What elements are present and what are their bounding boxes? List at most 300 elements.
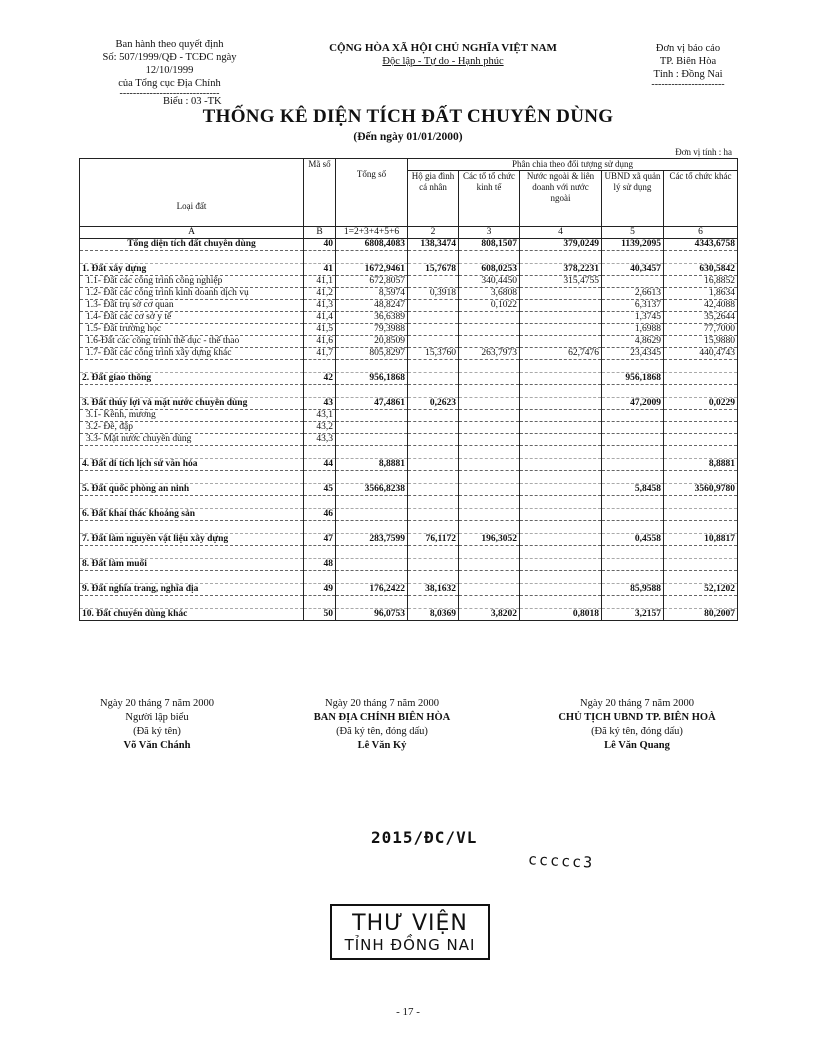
empty-cell bbox=[408, 251, 459, 264]
value-cell: 80,2007 bbox=[664, 609, 738, 621]
empty-cell bbox=[602, 251, 664, 264]
divider: ------------------------------ bbox=[119, 88, 220, 99]
total-cell: 36,6389 bbox=[336, 312, 408, 324]
code-cell: 43,1 bbox=[304, 410, 336, 422]
empty-cell bbox=[520, 546, 602, 559]
col-label: B bbox=[304, 227, 336, 239]
code-cell: 42 bbox=[304, 373, 336, 385]
reporting-province: Tỉnh : Đồng Nai bbox=[653, 69, 723, 80]
land-type-cell: 1.5- Đất trường học bbox=[80, 324, 304, 336]
land-type-cell: 10. Đất chuyên dùng khác bbox=[80, 609, 304, 621]
land-type-cell: 1.6-Đất các công trình thể dục - thể thao bbox=[80, 336, 304, 348]
value-cell bbox=[520, 410, 602, 422]
signature-role: CHỦ TỊCH UBND TP. BIÊN HOÀ bbox=[558, 712, 716, 723]
code-cell: 45 bbox=[304, 484, 336, 496]
value-cell bbox=[408, 434, 459, 446]
empty-cell bbox=[80, 496, 304, 509]
value-cell: 0,0229 bbox=[664, 398, 738, 410]
table-row bbox=[80, 422, 738, 434]
value-cell bbox=[408, 559, 459, 571]
empty-cell bbox=[459, 360, 520, 373]
value-cell bbox=[459, 398, 520, 410]
empty-cell bbox=[336, 446, 408, 459]
reporting-city: TP. Biên Hòa bbox=[659, 56, 717, 67]
empty-cell bbox=[520, 496, 602, 509]
empty-cell bbox=[459, 521, 520, 534]
empty-cell bbox=[664, 446, 738, 459]
value-cell: 956,1868 bbox=[602, 373, 664, 385]
empty-cell bbox=[520, 471, 602, 484]
value-cell: 263,7973 bbox=[459, 348, 520, 360]
empty-cell bbox=[664, 596, 738, 609]
value-cell bbox=[408, 336, 459, 348]
column-label-row bbox=[80, 227, 738, 239]
value-cell bbox=[664, 509, 738, 521]
value-cell bbox=[459, 410, 520, 422]
signature-date: Ngày 20 tháng 7 năm 2000 bbox=[579, 698, 695, 709]
page-title: THỐNG KÊ DIỆN TÍCH ĐẤT CHUYÊN DÙNG bbox=[202, 106, 614, 127]
total-cell: 1672,9461 bbox=[336, 264, 408, 276]
signature-chairman bbox=[532, 697, 742, 753]
value-cell: 62,7476 bbox=[520, 348, 602, 360]
value-cell bbox=[520, 324, 602, 336]
value-cell: 0,8018 bbox=[520, 609, 602, 621]
value-cell bbox=[459, 312, 520, 324]
code-cell: 43,3 bbox=[304, 434, 336, 446]
value-cell: 4,8629 bbox=[602, 336, 664, 348]
value-cell: 42,4088 bbox=[664, 300, 738, 312]
land-type-cell: 4. Đất di tích lịch sử văn hóa bbox=[80, 459, 304, 471]
value-cell: 3,6808 bbox=[459, 288, 520, 300]
issuing-line-2: Số: 507/1999/QĐ - TCĐC ngày 12/10/1999 bbox=[102, 52, 237, 76]
land-type-cell: 2. Đất giao thông bbox=[80, 373, 304, 385]
signature-date: Ngày 20 tháng 7 năm 2000 bbox=[99, 698, 215, 709]
code-cell: 46 bbox=[304, 509, 336, 521]
empty-cell bbox=[336, 596, 408, 609]
value-cell: 0,3918 bbox=[408, 288, 459, 300]
empty-cell bbox=[602, 360, 664, 373]
code-cell: 43,2 bbox=[304, 422, 336, 434]
table-row bbox=[80, 288, 738, 300]
empty-cell bbox=[408, 521, 459, 534]
empty-cell bbox=[80, 546, 304, 559]
value-cell bbox=[408, 459, 459, 471]
table-row bbox=[80, 312, 738, 324]
value-cell bbox=[520, 300, 602, 312]
col-label: 5 bbox=[602, 227, 664, 239]
empty-cell bbox=[459, 446, 520, 459]
spacer-row bbox=[80, 251, 738, 264]
empty-cell bbox=[459, 471, 520, 484]
total-cell: 3566,8238 bbox=[336, 484, 408, 496]
code-cell: 47 bbox=[304, 534, 336, 546]
land-type-cell: 3. Đất thủy lợi và mặt nước chuyên dùng bbox=[80, 398, 304, 410]
value-cell: 0,2623 bbox=[408, 398, 459, 410]
empty-cell bbox=[664, 546, 738, 559]
empty-cell bbox=[602, 471, 664, 484]
land-type-cell: 1.4- Đất các cơ sở y tế bbox=[80, 312, 304, 324]
land-type-cell: 1. Đất xây dựng bbox=[80, 264, 304, 276]
empty-cell bbox=[304, 471, 336, 484]
empty-cell bbox=[408, 546, 459, 559]
code-cell: 41,3 bbox=[304, 300, 336, 312]
value-cell: 76,1172 bbox=[408, 534, 459, 546]
signature-preparer bbox=[82, 697, 232, 753]
value-cell bbox=[602, 559, 664, 571]
value-cell: 808,1507 bbox=[459, 239, 520, 251]
code-cell: 41,5 bbox=[304, 324, 336, 336]
code-cell: 41,7 bbox=[304, 348, 336, 360]
value-cell: 0,1022 bbox=[459, 300, 520, 312]
empty-cell bbox=[336, 571, 408, 584]
value-cell bbox=[408, 422, 459, 434]
empty-cell bbox=[336, 251, 408, 264]
value-cell bbox=[602, 459, 664, 471]
header-land-type: Loại đất bbox=[80, 159, 304, 227]
value-cell bbox=[459, 434, 520, 446]
signature-name: Lê Văn Kỷ bbox=[357, 740, 407, 751]
empty-cell bbox=[80, 521, 304, 534]
empty-cell bbox=[80, 360, 304, 373]
empty-cell bbox=[664, 496, 738, 509]
value-cell: 2,6613 bbox=[602, 288, 664, 300]
empty-cell bbox=[459, 385, 520, 398]
value-cell bbox=[520, 336, 602, 348]
table-row bbox=[80, 534, 738, 546]
col-label: A bbox=[80, 227, 304, 239]
code-cell: 48 bbox=[304, 559, 336, 571]
stamp-line-2: TỈNH ĐỒNG NAI bbox=[344, 936, 476, 954]
col-label: 1=2+3+4+5+6 bbox=[336, 227, 408, 239]
page-subtitle: (Đến ngày 01/01/2000) bbox=[353, 131, 463, 143]
signature-name: Lê Văn Quang bbox=[604, 740, 670, 751]
empty-cell bbox=[459, 546, 520, 559]
empty-cell bbox=[304, 596, 336, 609]
code-cell: 50 bbox=[304, 609, 336, 621]
value-cell: 15,9880 bbox=[664, 336, 738, 348]
form-code: Biểu : 03 -TK bbox=[163, 96, 222, 107]
value-cell: 15,3760 bbox=[408, 348, 459, 360]
value-cell bbox=[408, 410, 459, 422]
empty-cell bbox=[304, 360, 336, 373]
spacer-row bbox=[80, 596, 738, 609]
reporting-unit-block bbox=[632, 42, 744, 89]
land-type-cell: 3.2- Đê, đập bbox=[80, 422, 304, 434]
total-cell bbox=[336, 410, 408, 422]
total-cell: 20,8509 bbox=[336, 336, 408, 348]
value-cell bbox=[459, 584, 520, 596]
value-cell: 1,3745 bbox=[602, 312, 664, 324]
total-cell bbox=[336, 509, 408, 521]
page-number: - 17 - bbox=[396, 1006, 420, 1018]
empty-cell bbox=[602, 446, 664, 459]
empty-cell bbox=[304, 385, 336, 398]
empty-cell bbox=[304, 496, 336, 509]
empty-cell bbox=[336, 360, 408, 373]
empty-cell bbox=[408, 385, 459, 398]
col-label: 6 bbox=[664, 227, 738, 239]
country-name: CỘNG HÒA XÃ HỘI CHỦ NGHĨA VIỆT NAM bbox=[329, 42, 557, 54]
value-cell bbox=[408, 509, 459, 521]
empty-cell bbox=[520, 385, 602, 398]
empty-cell bbox=[459, 251, 520, 264]
divider: ---------------------- bbox=[651, 79, 725, 90]
value-cell: 340,4450 bbox=[459, 276, 520, 288]
total-cell: 48,8247 bbox=[336, 300, 408, 312]
empty-cell bbox=[664, 571, 738, 584]
total-cell: 672,8057 bbox=[336, 276, 408, 288]
code-cell: 43 bbox=[304, 398, 336, 410]
empty-cell bbox=[336, 521, 408, 534]
signature-role: BAN ĐỊA CHÍNH BIÊN HÒA bbox=[313, 712, 451, 723]
empty-cell bbox=[408, 360, 459, 373]
value-cell: 196,3052 bbox=[459, 534, 520, 546]
value-cell: 6,3137 bbox=[602, 300, 664, 312]
empty-cell bbox=[336, 496, 408, 509]
value-cell bbox=[520, 312, 602, 324]
value-cell: 315,4755 bbox=[520, 276, 602, 288]
empty-cell bbox=[602, 596, 664, 609]
value-cell bbox=[459, 484, 520, 496]
value-cell bbox=[664, 373, 738, 385]
empty-cell bbox=[408, 446, 459, 459]
total-cell: 47,4861 bbox=[336, 398, 408, 410]
value-cell bbox=[408, 373, 459, 385]
total-cell: 79,3988 bbox=[336, 324, 408, 336]
table-row bbox=[80, 348, 738, 360]
value-cell: 1,6988 bbox=[602, 324, 664, 336]
value-cell: 1139,2095 bbox=[602, 239, 664, 251]
unit-label: Đơn vị tính : ha bbox=[675, 147, 732, 157]
code-cell: 41,4 bbox=[304, 312, 336, 324]
value-cell bbox=[602, 422, 664, 434]
empty-cell bbox=[304, 521, 336, 534]
value-cell: 5,8458 bbox=[602, 484, 664, 496]
value-cell bbox=[408, 324, 459, 336]
total-cell bbox=[336, 422, 408, 434]
total-cell: 6808,4083 bbox=[336, 239, 408, 251]
header-foreign: Nước ngoài & liên doanh với nước ngoài bbox=[520, 171, 602, 227]
signature-note: (Đã ký tên, đóng dấu) bbox=[591, 726, 683, 737]
value-cell bbox=[408, 484, 459, 496]
signature-land-office bbox=[292, 697, 472, 753]
value-cell: 77,7000 bbox=[664, 324, 738, 336]
value-cell: 440,4743 bbox=[664, 348, 738, 360]
value-cell bbox=[664, 410, 738, 422]
table-row bbox=[80, 609, 738, 621]
table-row bbox=[80, 300, 738, 312]
value-cell bbox=[520, 484, 602, 496]
table-row bbox=[80, 410, 738, 422]
table-row bbox=[80, 276, 738, 288]
value-cell bbox=[459, 373, 520, 385]
table-row bbox=[80, 584, 738, 596]
value-cell: 0,4558 bbox=[602, 534, 664, 546]
spacer-row bbox=[80, 446, 738, 459]
empty-cell bbox=[520, 596, 602, 609]
empty-cell bbox=[664, 521, 738, 534]
handwritten-code: 2015/ĐC/VL bbox=[371, 828, 478, 847]
land-type-cell: 3.1- Kênh, mương bbox=[80, 410, 304, 422]
empty-cell bbox=[664, 251, 738, 264]
value-cell bbox=[664, 559, 738, 571]
spacer-row bbox=[80, 496, 738, 509]
code-cell: 41,6 bbox=[304, 336, 336, 348]
empty-cell bbox=[459, 496, 520, 509]
header-economic-orgs: Các tổ tổ chức kinh tế bbox=[459, 171, 520, 227]
empty-cell bbox=[80, 571, 304, 584]
land-type-cell: Tổng diện tích đất chuyên dùng bbox=[80, 239, 304, 251]
empty-cell bbox=[336, 546, 408, 559]
table-row bbox=[80, 239, 738, 251]
spacer-row bbox=[80, 521, 738, 534]
table-row bbox=[80, 398, 738, 410]
reporting-unit-label: Đơn vị báo cáo bbox=[655, 43, 721, 54]
value-cell: 23,4345 bbox=[602, 348, 664, 360]
total-cell: 96,0753 bbox=[336, 609, 408, 621]
value-cell: 1,8634 bbox=[664, 288, 738, 300]
value-cell bbox=[520, 288, 602, 300]
total-cell bbox=[336, 434, 408, 446]
table-row bbox=[80, 336, 738, 348]
empty-cell bbox=[664, 471, 738, 484]
empty-cell bbox=[602, 496, 664, 509]
total-cell: 805,8297 bbox=[336, 348, 408, 360]
table-row bbox=[80, 264, 738, 276]
empty-cell bbox=[520, 251, 602, 264]
land-type-cell: 9. Đất nghĩa trang, nghĩa địa bbox=[80, 584, 304, 596]
col-label: 3 bbox=[459, 227, 520, 239]
total-cell: 176,2422 bbox=[336, 584, 408, 596]
col-label: 2 bbox=[408, 227, 459, 239]
table-row bbox=[80, 434, 738, 446]
total-cell: 956,1868 bbox=[336, 373, 408, 385]
empty-cell bbox=[336, 385, 408, 398]
empty-cell bbox=[408, 596, 459, 609]
national-motto-block bbox=[323, 42, 563, 68]
empty-cell bbox=[80, 251, 304, 264]
value-cell: 10,8817 bbox=[664, 534, 738, 546]
empty-cell bbox=[459, 571, 520, 584]
land-type-cell: 1.7- Đất các công trình xây dựng khác bbox=[80, 348, 304, 360]
land-type-cell: 3.3- Mặt nước chuyên dùng bbox=[80, 434, 304, 446]
table-row bbox=[80, 324, 738, 336]
value-cell: 16,8852 bbox=[664, 276, 738, 288]
header-group: Phân chia theo đối tượng sử dụng bbox=[408, 159, 738, 171]
empty-cell bbox=[408, 471, 459, 484]
value-cell bbox=[520, 373, 602, 385]
empty-cell bbox=[408, 496, 459, 509]
empty-cell bbox=[602, 571, 664, 584]
value-cell bbox=[520, 398, 602, 410]
empty-cell bbox=[520, 360, 602, 373]
table-row bbox=[80, 509, 738, 521]
empty-cell bbox=[80, 471, 304, 484]
table-row bbox=[80, 373, 738, 385]
signature-name: Võ Văn Chánh bbox=[123, 740, 191, 751]
library-stamp bbox=[330, 904, 490, 960]
value-cell bbox=[664, 434, 738, 446]
value-cell: 15,7678 bbox=[408, 264, 459, 276]
value-cell bbox=[520, 459, 602, 471]
empty-cell bbox=[602, 521, 664, 534]
empty-cell bbox=[304, 571, 336, 584]
table-row bbox=[80, 559, 738, 571]
land-type-cell: 7. Đất làm nguyên vật liệu xây dựng bbox=[80, 534, 304, 546]
value-cell bbox=[459, 422, 520, 434]
value-cell: 8,0369 bbox=[408, 609, 459, 621]
empty-cell bbox=[520, 446, 602, 459]
code-cell: 40 bbox=[304, 239, 336, 251]
table-row bbox=[80, 484, 738, 496]
value-cell bbox=[520, 584, 602, 596]
value-cell: 138,3474 bbox=[408, 239, 459, 251]
code-cell: 44 bbox=[304, 459, 336, 471]
value-cell bbox=[520, 422, 602, 434]
value-cell bbox=[520, 559, 602, 571]
value-cell bbox=[520, 534, 602, 546]
value-cell: 3,2157 bbox=[602, 609, 664, 621]
value-cell: 4343,6758 bbox=[664, 239, 738, 251]
value-cell: 378,2231 bbox=[520, 264, 602, 276]
value-cell bbox=[459, 509, 520, 521]
empty-cell bbox=[520, 571, 602, 584]
header-total: Tổng số bbox=[336, 159, 408, 227]
code-cell: 41,2 bbox=[304, 288, 336, 300]
spacer-row bbox=[80, 385, 738, 398]
land-type-cell: 8. Đất làm muối bbox=[80, 559, 304, 571]
value-cell: 3560,9780 bbox=[664, 484, 738, 496]
table-row bbox=[80, 459, 738, 471]
land-type-cell: 1.3- Đất trụ sở cơ quan bbox=[80, 300, 304, 312]
spacer-row bbox=[80, 471, 738, 484]
value-cell: 35,2644 bbox=[664, 312, 738, 324]
value-cell bbox=[459, 336, 520, 348]
value-cell bbox=[520, 434, 602, 446]
value-cell bbox=[520, 509, 602, 521]
stamp-line-1: THƯ VIỆN bbox=[352, 911, 468, 936]
empty-cell bbox=[80, 446, 304, 459]
col-label: 4 bbox=[520, 227, 602, 239]
spacer-row bbox=[80, 571, 738, 584]
value-cell: 40,3457 bbox=[602, 264, 664, 276]
value-cell bbox=[408, 300, 459, 312]
issuing-line-1: Ban hành theo quyết định bbox=[115, 39, 224, 50]
signature-date: Ngày 20 tháng 7 năm 2000 bbox=[324, 698, 440, 709]
spacer-row bbox=[80, 360, 738, 373]
issuing-line-3: của Tổng cục Địa Chính bbox=[118, 78, 221, 89]
total-cell: 283,7599 bbox=[336, 534, 408, 546]
value-cell bbox=[602, 434, 664, 446]
value-cell bbox=[664, 422, 738, 434]
land-type-cell: 5. Đất quốc phòng an ninh bbox=[80, 484, 304, 496]
empty-cell bbox=[664, 360, 738, 373]
value-cell: 47,2009 bbox=[602, 398, 664, 410]
total-cell bbox=[336, 559, 408, 571]
value-cell: 608,0253 bbox=[459, 264, 520, 276]
value-cell: 630,5842 bbox=[664, 264, 738, 276]
empty-cell bbox=[459, 596, 520, 609]
total-cell: 8,8881 bbox=[336, 459, 408, 471]
header-row-1 bbox=[80, 159, 738, 171]
value-cell: 3,8202 bbox=[459, 609, 520, 621]
motto: Độc lập - Tự do - Hạnh phúc bbox=[382, 56, 504, 67]
issuing-decision-block bbox=[82, 38, 257, 98]
value-cell bbox=[459, 459, 520, 471]
value-cell bbox=[408, 276, 459, 288]
value-cell bbox=[408, 312, 459, 324]
header-commune: UBND xã quản lý sử dụng bbox=[602, 171, 664, 227]
